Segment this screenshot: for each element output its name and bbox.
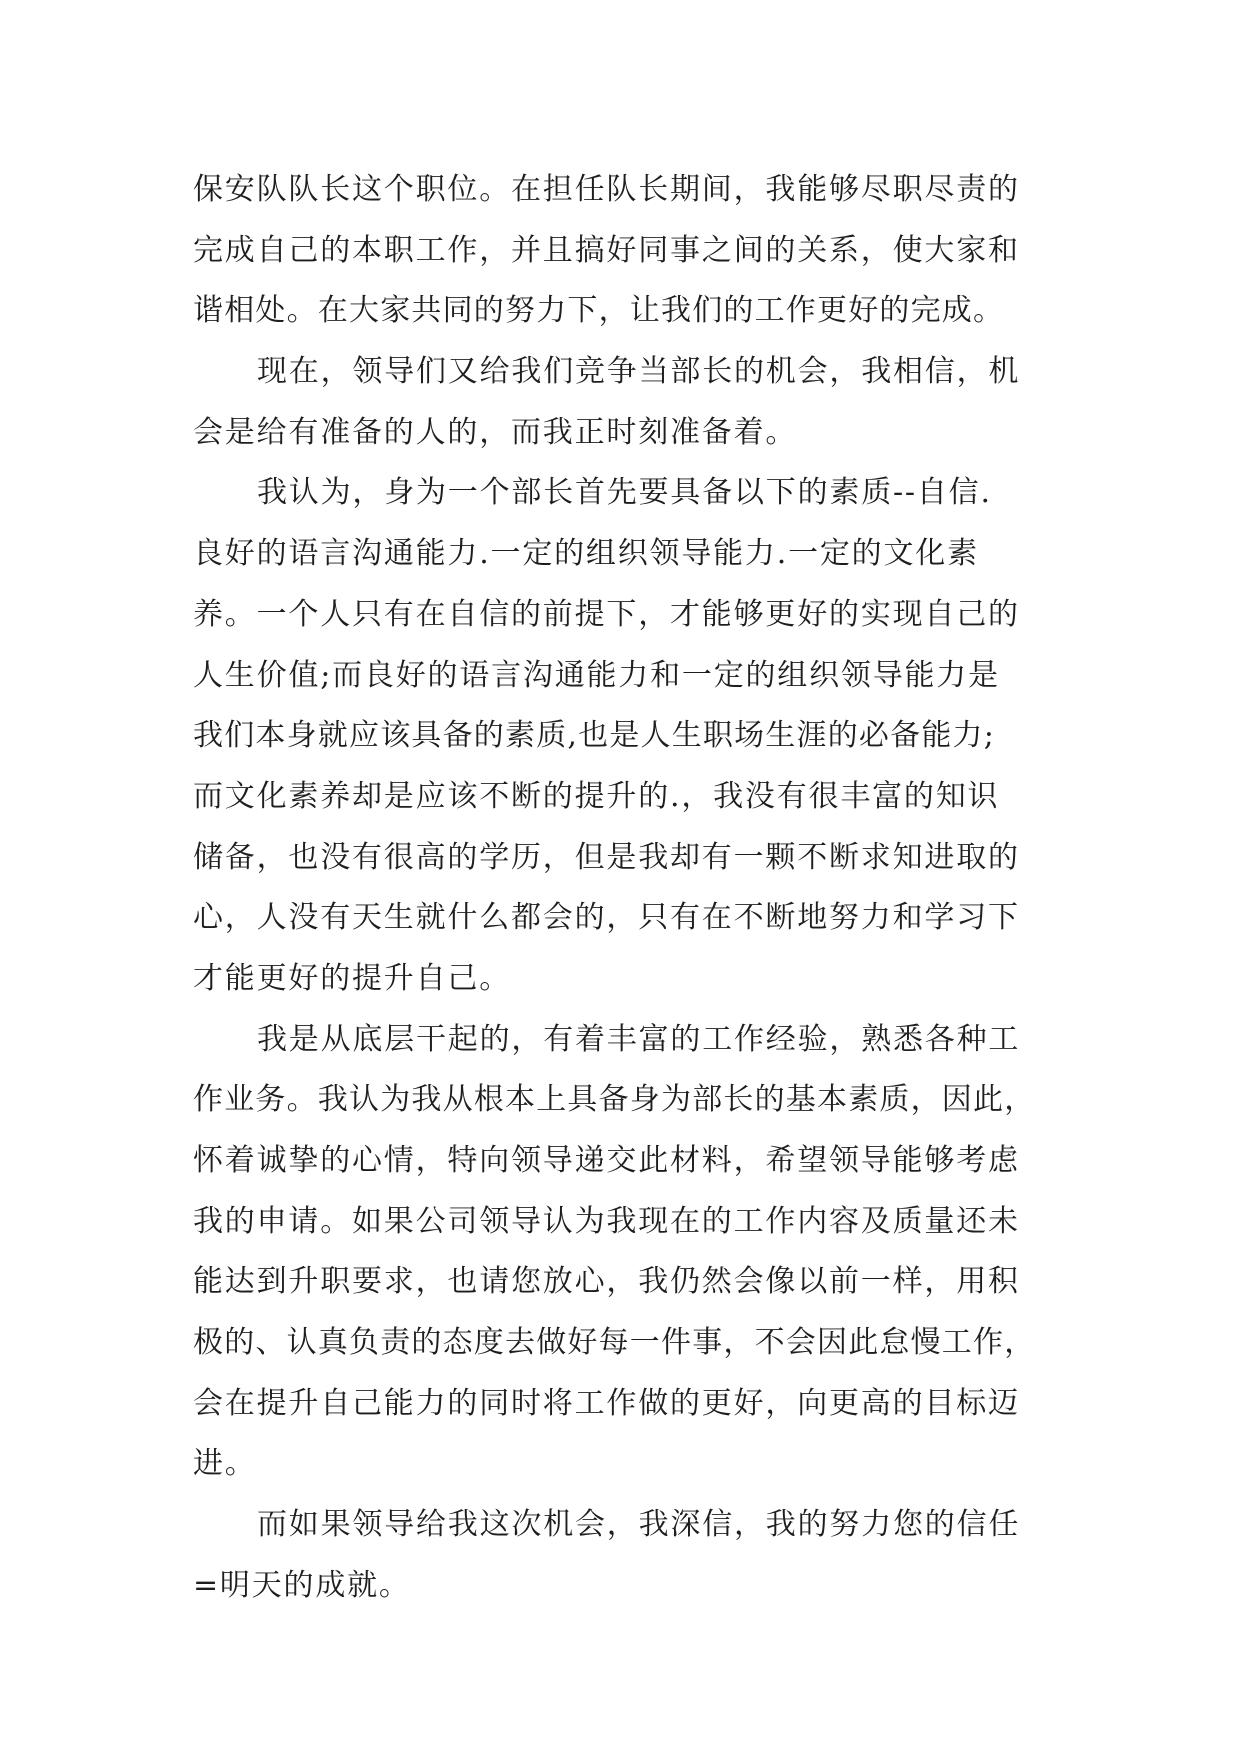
- text-line: 人生价值;而良好的语言沟通能力和一定的组织领导能力是: [193, 657, 1000, 693]
- paragraph-start-line: 我是从底层干起的，有着丰富的工作经验，熟悉各种工: [257, 1021, 1021, 1057]
- text-line: 而文化素养却是应该不断的提升的.，我没有很丰富的知识: [193, 778, 1000, 814]
- text-line: 完成自己的本职工作，并且搞好同事之间的关系，使大家和: [193, 232, 1020, 268]
- paragraph-start-line: 我认为，身为一个部长首先要具备以下的素质--自信.: [257, 475, 992, 511]
- text-line: 作业务。我认为我从根本上具备身为部长的基本素质，因此，: [193, 1082, 1036, 1118]
- text-line: 我的申请。如果公司领导认为我现在的工作内容及质量还未: [193, 1203, 1020, 1239]
- text-line: 良好的语言沟通能力.一定的组织领导能力.一定的文化素: [193, 536, 979, 572]
- text-line: 我们本身就应该具备的素质,也是人生职场生涯的必备能力;: [193, 718, 996, 754]
- text-line: =明天的成就。: [193, 1567, 411, 1603]
- text-line: 会在提升自己能力的同时将工作做的更好，向更高的目标迈: [193, 1385, 1020, 1421]
- paragraph-start-line: 现在，领导们又给我们竞争当部长的机会，我相信，机: [257, 354, 1021, 390]
- text-line: 怀着诚挚的心情，特向领导递交此材料，希望领导能够考虑: [193, 1143, 1020, 1178]
- text-line: 能达到升职要求，也请您放心，我仍然会像以前一样，用积: [193, 1264, 1020, 1300]
- text-line: 储备，也没有很高的学历，但是我却有一颗不断求知进取的: [193, 839, 1020, 875]
- text-line: 会是给有准备的人的，而我正时刻准备着。: [193, 414, 798, 450]
- text-line: 心，人没有天生就什么都会的，只有在不断地努力和学习下: [193, 900, 1020, 936]
- text-line: 才能更好的提升自己。: [193, 960, 511, 996]
- text-line: 保安队队长这个职位。在担任队长期间，我能够尽职尽责的: [193, 172, 1020, 207]
- text-line: 进。: [193, 1446, 257, 1482]
- text-line: 极的、认真负责的态度去做好每一件事，不会因此怠慢工作，: [193, 1325, 1036, 1361]
- body-text: [193, 160, 1073, 1617]
- paragraph-start-line: 而如果领导给我这次机会，我深信，我的努力您的信任: [257, 1507, 1021, 1543]
- text-line: 谐相处。在大家共同的努力下，让我们的工作更好的完成。: [193, 293, 1005, 329]
- text-line: 养。一个人只有在自信的前提下，才能够更好的实现自己的: [193, 596, 1020, 632]
